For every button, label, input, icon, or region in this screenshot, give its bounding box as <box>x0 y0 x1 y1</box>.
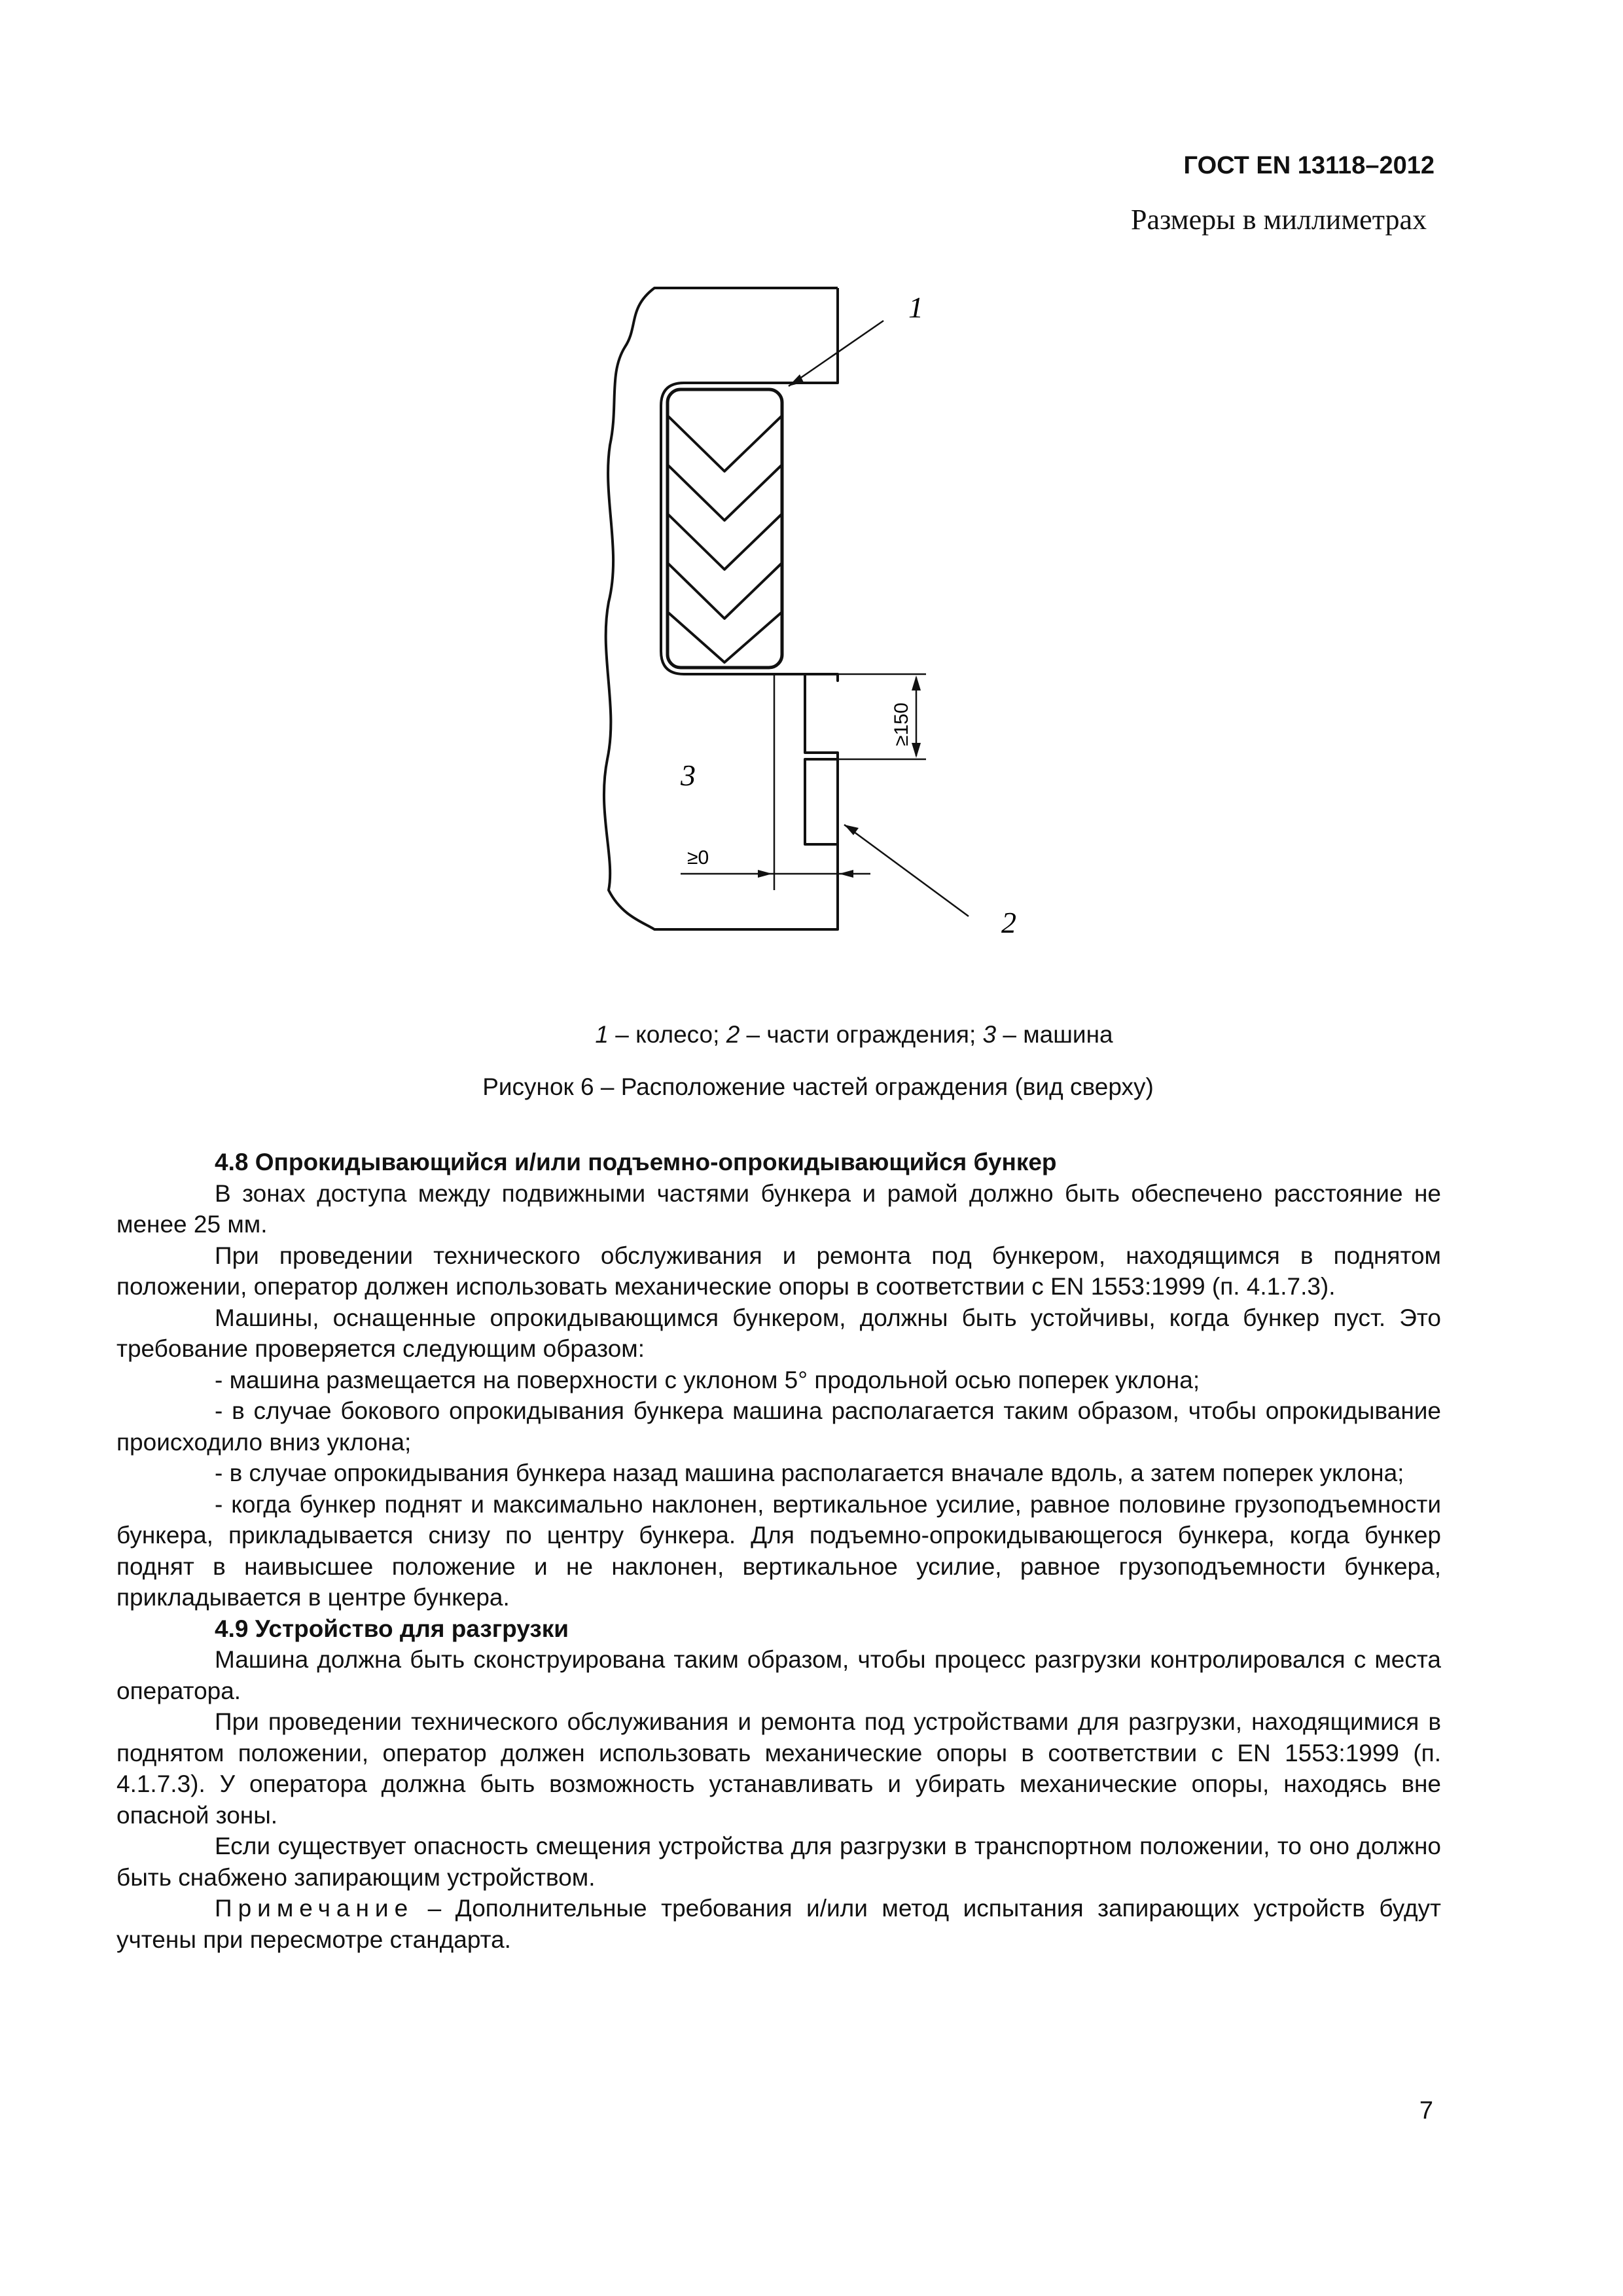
paragraph: При проведении технического обслуживания и ремонта под бункером, находящимся в поднятом положении, оператор должен использовать механические опоры в соответствии с EN 1553:1999 (п. 4.1.7.3). <box>116 1242 1441 1300</box>
list-item: - когда бункер поднят и максимально наклонен, вертикальное усилие, равное половине грузоподъемности бункера, прикладывается снизу по центру бункера. Для подъемно-опрокидывающегося бункера, когда бункер поднят в наивысшее положение и не наклонен, вертикальное усилие, равное грузоподъемности бункера, прикладывается в центре бункера. <box>116 1490 1441 1611</box>
guard-part <box>805 759 838 844</box>
figure-legend <box>0 1021 1623 1049</box>
dim-height: ≥150 <box>891 702 912 746</box>
legend-text-3: – машина <box>996 1021 1113 1048</box>
paragraph: В зонах доступа между подвижными частями бункера и рамой должно быть обеспечено расстояние не менее 25 мм. <box>116 1179 1441 1238</box>
list-item: - в случае бокового опрокидывания бункера машина располагается таким образом, чтобы опрокидывание происходило вниз уклона; <box>116 1397 1441 1456</box>
figure-6-drawing <box>589 275 1047 949</box>
page-number: 7 <box>1419 2097 1433 2125</box>
section-4-8-heading: 4.8 Опрокидывающийся и/или подъемно-опрокидывающийся бункер <box>215 1149 1057 1175</box>
legend-num-2: 2 <box>726 1021 740 1048</box>
label-machine: 3 <box>681 759 696 792</box>
body-text <box>116 1147 1441 1955</box>
paragraph: При проведении технического обслуживания и ремонта под устройствами для разгрузки, находящимися в поднятом положении, оператор должен использовать механические опоры в соответствии с EN 1553:1999 (п. 4.1.7.3). У оператора должна быть возможность устанавливать и убирать механические опоры, находясь вне опасной зоны. <box>116 1708 1441 1829</box>
legend-num-3: 3 <box>982 1021 997 1048</box>
dimensions-note: Размеры в миллиметрах <box>1131 204 1427 236</box>
note-text: – Дополнительные требования и/или метод испытания запирающих устройств будут учтены при пересмотре стандарта. <box>116 1895 1441 1953</box>
legend-num-1: 1 <box>595 1021 609 1048</box>
label-wheel: 1 <box>908 291 923 324</box>
list-item: - в случае опрокидывания бункера назад машина располагается вначале вдоль, а затем поперек уклона; <box>215 1460 1404 1486</box>
note-label: Примечание <box>215 1895 414 1922</box>
legend-text-2: – части ограждения; <box>740 1021 983 1048</box>
standard-code: ГОСТ EN 13118–2012 <box>1183 152 1435 179</box>
dim-gap: ≥0 <box>687 847 709 869</box>
paragraph: Машины, оснащенные опрокидывающимся бункером, должны быть устойчивы, когда бункер пуст. Это требование проверяется следующим образом: <box>116 1304 1441 1362</box>
figure-caption: Рисунок 6 – Расположение частей ограждения (вид сверху) <box>482 1073 1154 1100</box>
paragraph: Машина должна быть сконструирована таким образом, чтобы процесс разгрузки контролировался с места оператора. <box>116 1646 1441 1704</box>
list-item: - машина размещается на поверхности с уклоном 5° продольной осью поперек уклона; <box>215 1366 1200 1393</box>
legend-text-1: – колесо; <box>608 1021 726 1048</box>
note <box>116 1893 1441 1955</box>
paragraph: Если существует опасность смещения устройства для разгрузки в транспортном положении, то оно должно быть снабжено запирающим устройством. <box>116 1833 1441 1891</box>
section-4-9-heading: 4.9 Устройство для разгрузки <box>215 1615 569 1642</box>
label-guard: 2 <box>1001 906 1016 939</box>
